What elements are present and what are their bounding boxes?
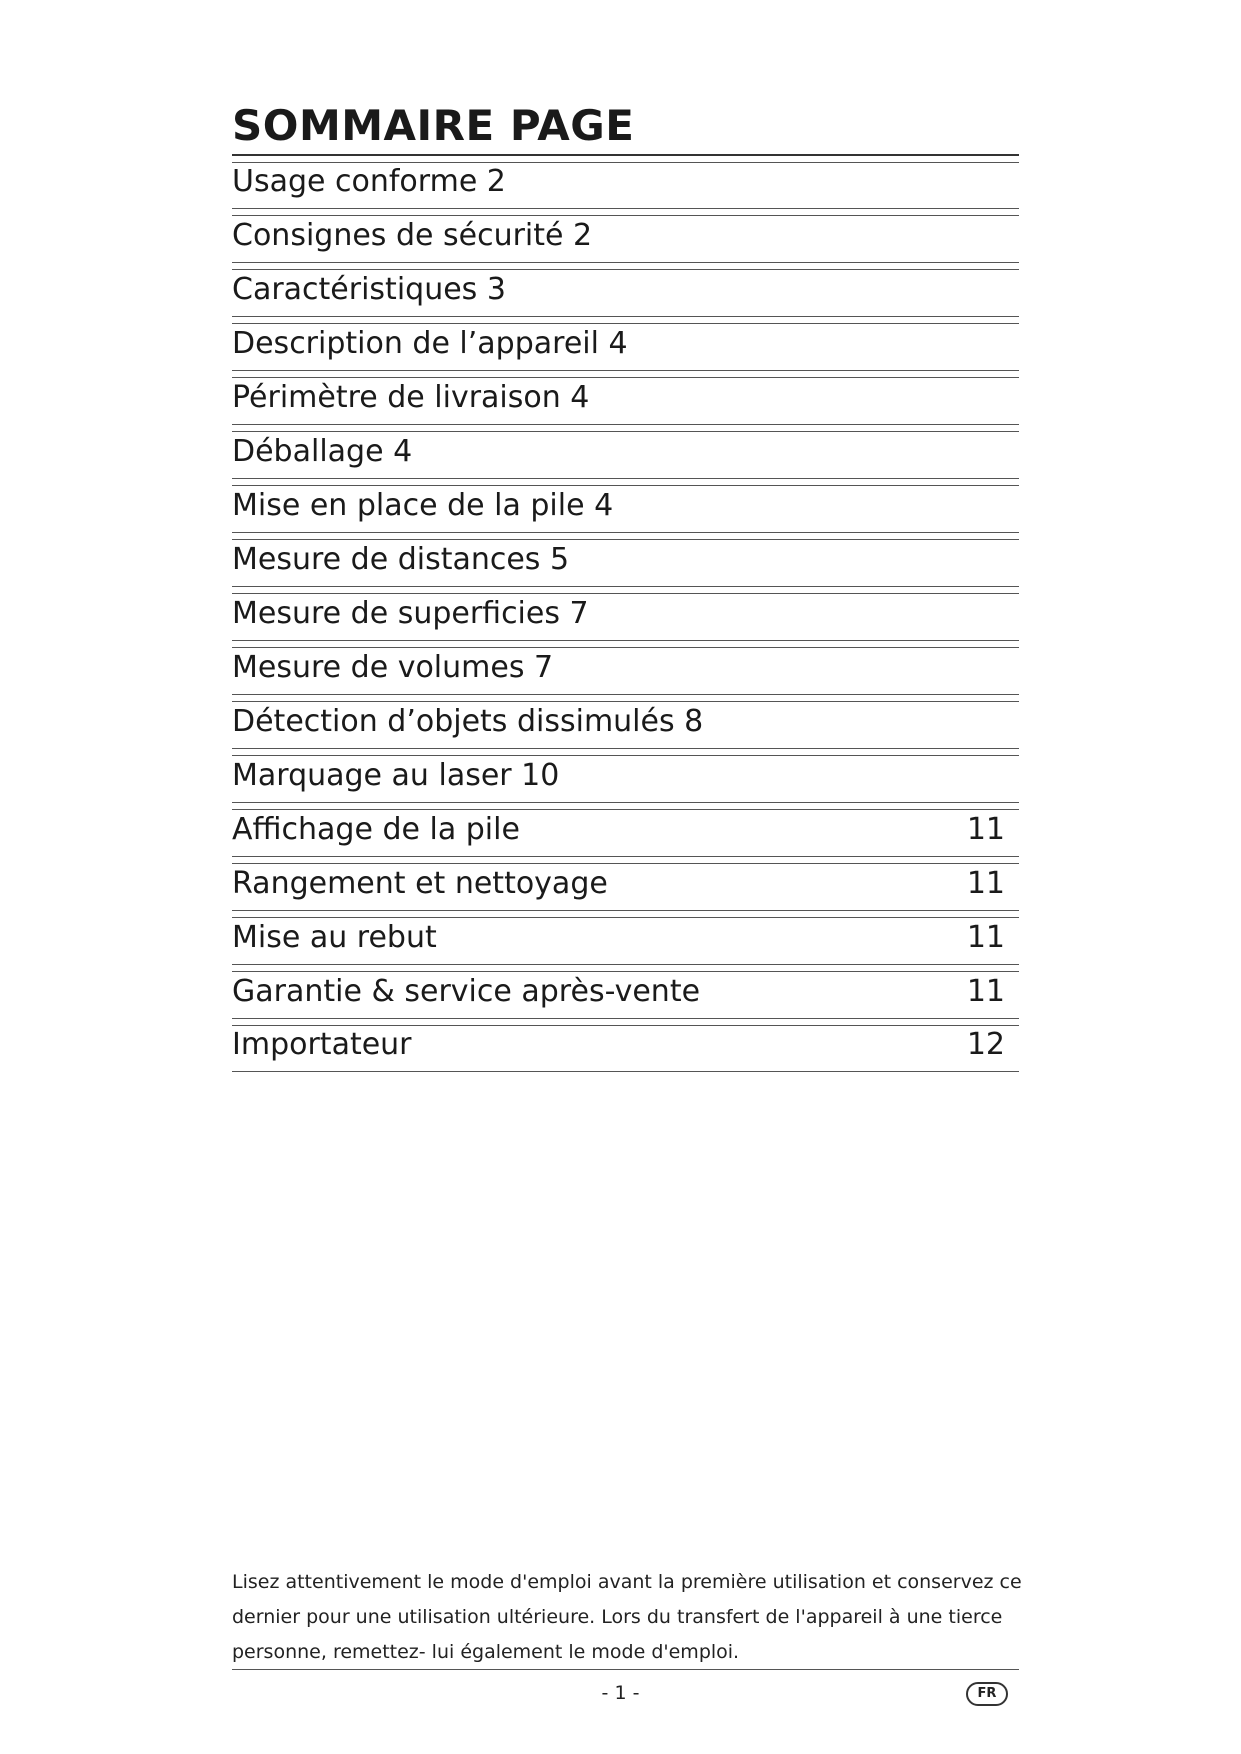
toc-row[interactable] [232, 748, 1019, 802]
toc-row[interactable] [232, 586, 1019, 640]
toc-entry-label: Rangement et nettoyage [232, 866, 608, 901]
toc-entry-label: Mesure de superficies 7 [232, 596, 589, 631]
toc-row[interactable] [232, 316, 1019, 370]
toc-entry-label: Garantie & service après-vente [232, 974, 701, 1009]
footer-divider [232, 1669, 1019, 1670]
toc-entry-label: Mesure de volumes 7 [232, 650, 554, 685]
page-title: SOMMAIRE PAGE [232, 101, 635, 150]
table-of-contents [232, 154, 1019, 1072]
toc-row[interactable] [232, 478, 1019, 532]
toc-entry-label: Mise au rebut [232, 920, 437, 955]
toc-entry-page: 11 [966, 920, 1005, 955]
toc-entry-label: Mise en place de la pile 4 [232, 488, 614, 523]
toc-entry-label: Description de l’appareil 4 [232, 326, 628, 361]
toc-entry-label: Mesure de distances 5 [232, 542, 570, 577]
toc-row[interactable] [232, 370, 1019, 424]
toc-entry-page: 11 [966, 974, 1005, 1009]
toc-row[interactable] [232, 532, 1019, 586]
toc-row[interactable] [232, 856, 1019, 910]
toc-entry-page: 12 [966, 1027, 1005, 1062]
toc-row[interactable] [232, 424, 1019, 478]
toc-entry-label: Marquage au laser 10 [232, 758, 560, 793]
toc-entry-label: Périmètre de livraison 4 [232, 380, 590, 415]
toc-entry-page: 11 [966, 812, 1005, 847]
toc-row[interactable] [232, 910, 1019, 964]
toc-entry-label: Détection d’objets dissimulés 8 [232, 704, 704, 739]
toc-row[interactable] [232, 154, 1019, 208]
toc-entry-label: Consignes de sécurité 2 [232, 218, 593, 253]
language-badge: FR [966, 1682, 1008, 1706]
toc-row[interactable] [232, 208, 1019, 262]
toc-row[interactable] [232, 640, 1019, 694]
toc-row[interactable] [232, 1018, 1019, 1072]
toc-entry-label: Affichage de la pile [232, 812, 520, 847]
toc-entry-label: Usage conforme 2 [232, 164, 506, 199]
toc-entry-page: 11 [966, 866, 1005, 901]
toc-row[interactable] [232, 964, 1019, 1018]
toc-row[interactable] [232, 262, 1019, 316]
toc-entry-label: Importateur [232, 1027, 412, 1062]
page-number: - 1 - [601, 1682, 640, 1704]
toc-row[interactable] [232, 694, 1019, 748]
toc-entry-label: Déballage 4 [232, 434, 413, 469]
toc-row[interactable] [232, 802, 1019, 856]
usage-notice: Lisez attentivement le mode d'emploi avant la première utilisation et conservez ce dernier pour une utilisation ultérieure. Lors du transfert de l'appareil à une tierce personne, remettez- lui également le mode d'emploi. [232, 1571, 1022, 1663]
toc-entry-label: Caractéristiques 3 [232, 272, 506, 307]
